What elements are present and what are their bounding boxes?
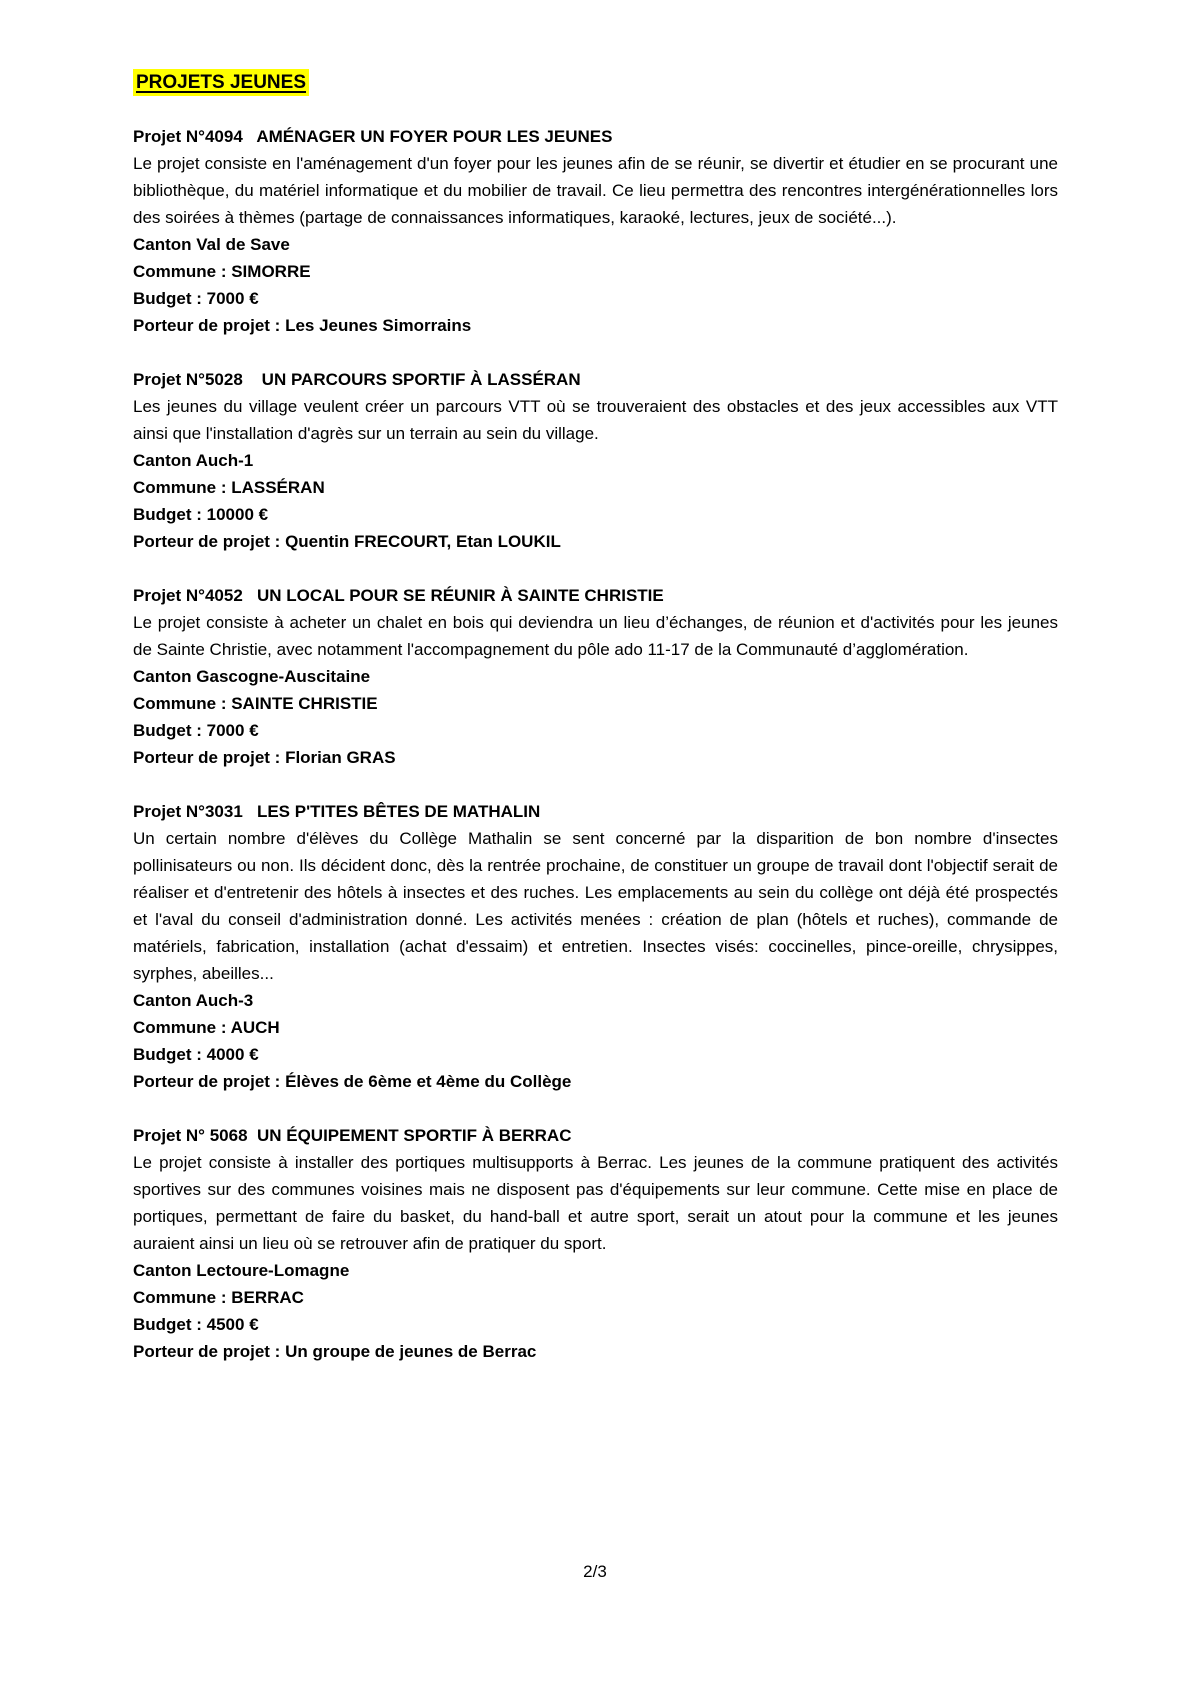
- project-porteur: Porteur de projet : Les Jeunes Simorrains: [133, 316, 472, 335]
- project-budget: Budget : 4500 €: [133, 1315, 259, 1334]
- project-heading: Projet N°4052 UN LOCAL POUR SE RÉUNIR À SAINTE CHRISTIE: [133, 586, 664, 605]
- project-section-4052: [133, 582, 1058, 771]
- project-description: Le projet consiste à installer des portiques multisupports à Berrac. Les jeunes de la commune pratiquent des activités sportives sur des communes voisines mais ne disposent pas d'équipements sur leur commune. Cette mise en place de portiques, permettant de faire du basket, du hand-ball et autre sport, serait un atout pour la commune et les jeunes auraient ainsi un lieu où se retrouver afin de pratiquer du sport.: [133, 1153, 1058, 1253]
- project-canton: Canton Val de Save: [133, 235, 290, 254]
- page-number: 2/3: [583, 1562, 607, 1581]
- title-line: [133, 69, 1058, 96]
- project-description: Le projet consiste à acheter un chalet en bois qui deviendra un lieu d’échanges, de réunion et d'activités pour les jeunes de Sainte Christie, avec notamment l'accompagnement du pôle ado 11-17 de la Communauté d’agglomération.: [133, 613, 1058, 659]
- document-title: PROJETS JEUNES: [133, 69, 309, 96]
- project-commune: Commune : SAINTE CHRISTIE: [133, 694, 378, 713]
- project-commune: Commune : SIMORRE: [133, 262, 311, 281]
- project-budget: Budget : 10000 €: [133, 505, 269, 524]
- project-commune: Commune : LASSÉRAN: [133, 478, 325, 497]
- project-heading: Projet N° 5068 UN ÉQUIPEMENT SPORTIF À BERRAC: [133, 1126, 572, 1145]
- project-section-4094: [133, 123, 1058, 339]
- project-heading: Projet N°3031 LES P'TITES BÊTES DE MATHALIN: [133, 802, 541, 821]
- project-porteur: Porteur de projet : Florian GRAS: [133, 748, 396, 767]
- project-description: Les jeunes du village veulent créer un parcours VTT où se trouveraient des obstacles et des jeux accessibles aux VTT ainsi que l'installation d'agrès sur un terrain au sein du village.: [133, 397, 1058, 443]
- project-section-5068: [133, 1122, 1058, 1365]
- project-porteur: Porteur de projet : Élèves de 6ème et 4ème du Collège: [133, 1072, 572, 1091]
- project-canton: Canton Auch-1: [133, 451, 254, 470]
- project-heading: Projet N°5028 UN PARCOURS SPORTIF À LASSÉRAN: [133, 370, 581, 389]
- project-section-5028: [133, 366, 1058, 555]
- project-commune: Commune : BERRAC: [133, 1288, 304, 1307]
- project-budget: Budget : 4000 €: [133, 1045, 259, 1064]
- project-description: Un certain nombre d'élèves du Collège Mathalin se sent concerné par la disparition de bon nombre d'insectes pollinisateurs ou non. Ils décident donc, dès la rentrée prochaine, de constituer un groupe de travail dont l'objectif serait de réaliser et d'entretenir des hôtels à insectes et des ruches. Les emplacements au sein du collège ont déjà été prospectés et l'aval du conseil d'administration donné. Les activités menées : création de plan (hôtels et ruches), commande de matériels, fabrication, installation (achat d'essaim) et entretien. Insectes visés: coccinelles, pince-oreille, chrysippes, syrphes, abeilles...: [133, 829, 1058, 983]
- project-heading: Projet N°4094 AMÉNAGER UN FOYER POUR LES JEUNES: [133, 127, 613, 146]
- project-budget: Budget : 7000 €: [133, 721, 259, 740]
- project-canton: Canton Lectoure-Lomagne: [133, 1261, 350, 1280]
- project-budget: Budget : 7000 €: [133, 289, 259, 308]
- project-commune: Commune : AUCH: [133, 1018, 280, 1037]
- project-section-3031: [133, 798, 1058, 1095]
- project-porteur: Porteur de projet : Un groupe de jeunes de Berrac: [133, 1342, 537, 1361]
- project-description: Le projet consiste en l'aménagement d'un foyer pour les jeunes afin de se réunir, se divertir et étudier en se procurant une bibliothèque, du matériel informatique et du mobilier de travail. Ce lieu permettra des rencontres intergénérationnelles lors des soirées à thèmes (partage de connaissances informatiques, karaoké, lectures, jeux de société...).: [133, 154, 1058, 227]
- project-canton: Canton Gascogne-Auscitaine: [133, 667, 371, 686]
- project-canton: Canton Auch-3: [133, 991, 254, 1010]
- project-porteur: Porteur de projet : Quentin FRECOURT, Etan LOUKIL: [133, 532, 561, 551]
